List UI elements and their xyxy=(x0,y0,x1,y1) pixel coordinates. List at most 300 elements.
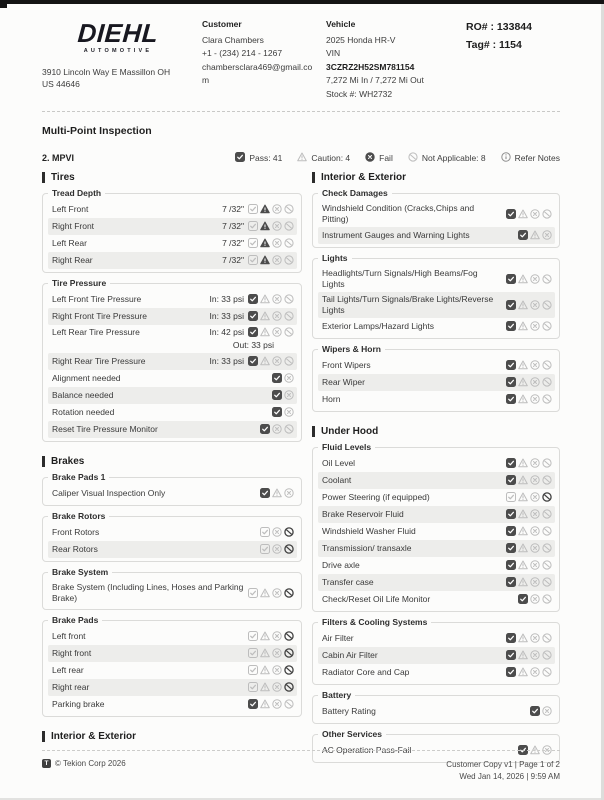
fail-icon xyxy=(530,492,540,502)
row-label: Check/Reset Oil Life Monitor xyxy=(322,593,431,604)
na-icon xyxy=(284,204,294,214)
pass-icon xyxy=(506,633,516,643)
na-icon xyxy=(542,458,552,468)
fail-icon xyxy=(530,594,540,604)
info-icon xyxy=(501,152,511,164)
na-icon xyxy=(542,394,552,404)
inspection-row xyxy=(48,252,297,269)
fail-icon xyxy=(530,360,540,370)
inspection-row xyxy=(318,489,555,506)
fail-icon xyxy=(530,577,540,587)
row-status-icons xyxy=(248,221,294,231)
pass-icon xyxy=(272,407,282,417)
caution-icon xyxy=(260,221,270,231)
row-status-icons xyxy=(272,390,294,400)
row-status-icons xyxy=(506,492,552,502)
fail-icon xyxy=(530,509,540,519)
row-label: Left Rear Tire Pressure xyxy=(52,326,140,337)
pass-icon xyxy=(248,588,258,598)
row-label: Reset Tire Pressure Monitor xyxy=(52,423,158,434)
pass-icon xyxy=(248,648,258,658)
fail-icon xyxy=(542,706,552,716)
row-label: Left Front Tire Pressure xyxy=(52,293,142,304)
row-status-icons xyxy=(248,294,294,304)
fail-icon xyxy=(542,230,552,240)
legend-label: Not Applicable: 8 xyxy=(421,152,486,163)
row-label: Right front xyxy=(52,647,92,658)
na-icon xyxy=(542,543,552,553)
row-value: 7 /32" xyxy=(222,221,244,232)
na-icon xyxy=(284,544,294,554)
pass-icon xyxy=(248,294,258,304)
caution-icon xyxy=(518,492,528,502)
row-label: Alignment needed xyxy=(52,372,121,383)
na-icon xyxy=(542,274,552,284)
section-accent-bar xyxy=(312,172,315,183)
vehicle-section xyxy=(326,14,456,102)
pass-icon xyxy=(530,706,540,716)
row-status-icons xyxy=(506,394,552,404)
caution-icon xyxy=(272,488,282,498)
row-label: Right rear xyxy=(52,681,90,692)
row-status-icons xyxy=(248,238,294,248)
row-value: 7 /32" xyxy=(222,255,244,266)
scan-edge-artifact xyxy=(0,0,604,4)
inspection-row xyxy=(318,266,555,292)
legend-item xyxy=(501,152,560,164)
pass-icon xyxy=(506,360,516,370)
caution-icon xyxy=(518,377,528,387)
caution-icon xyxy=(530,230,540,240)
inspection-row xyxy=(318,357,555,374)
caution-icon xyxy=(518,543,528,553)
pass-icon xyxy=(506,526,516,536)
caution-icon xyxy=(260,356,270,366)
pass-icon xyxy=(506,458,516,468)
pass-icon xyxy=(248,631,258,641)
inspection-group xyxy=(42,566,302,610)
na-icon xyxy=(542,509,552,519)
fail-icon xyxy=(272,424,282,434)
fail-icon xyxy=(272,527,282,537)
copyright-text: © Tekion Corp 2026 xyxy=(55,759,126,768)
row-status-icons xyxy=(518,230,552,240)
inspection-row xyxy=(48,370,297,387)
row-secondary-value: Out: 33 psi xyxy=(232,339,274,350)
row-label: Right Front xyxy=(52,220,95,231)
group-title: Brake Rotors xyxy=(48,511,109,521)
caution-icon xyxy=(518,360,528,370)
row-status-icons xyxy=(506,458,552,468)
logo-subtitle: AUTOMOTIVE xyxy=(83,48,153,54)
pass-icon xyxy=(248,221,258,231)
pass-icon xyxy=(506,209,516,219)
inspection-row xyxy=(318,647,555,664)
inspection-group xyxy=(42,471,302,506)
row-label: Left Front xyxy=(52,203,89,214)
row-status-icons xyxy=(506,543,552,553)
caution-icon xyxy=(518,667,528,677)
na-icon xyxy=(284,238,294,248)
caution-icon xyxy=(518,650,528,660)
row-status-icons xyxy=(506,526,552,536)
inspection-row xyxy=(48,541,297,558)
na-icon xyxy=(542,209,552,219)
row-status-icons xyxy=(506,321,552,331)
address-line-2: US 44646 xyxy=(42,79,80,90)
group-rows xyxy=(318,630,555,681)
fail-icon xyxy=(530,650,540,660)
fail-icon xyxy=(272,327,282,337)
row-status-icons xyxy=(248,588,294,598)
group-title: Battery xyxy=(318,690,355,700)
row-status-icons xyxy=(506,560,552,570)
na-icon xyxy=(284,648,294,658)
tekion-logo-icon: T xyxy=(42,759,51,768)
row-status-icons xyxy=(260,544,294,554)
row-status-icons xyxy=(506,509,552,519)
inspection-row xyxy=(318,664,555,681)
inspection-row xyxy=(318,630,555,647)
inspection-group xyxy=(42,614,302,717)
row-status-icons xyxy=(248,204,294,214)
customer-email: chambersclara469@gmail.com xyxy=(202,61,313,86)
na-icon xyxy=(542,526,552,536)
inspection-row xyxy=(318,574,555,591)
na-icon xyxy=(542,475,552,485)
na-icon xyxy=(284,665,294,675)
ro-number: RO# : 133844 xyxy=(466,21,532,33)
row-status-icons xyxy=(248,631,294,641)
inspection-group xyxy=(312,343,560,412)
row-label: Tail Lights/Turn Signals/Brake Lights/Reverse Lights xyxy=(322,293,494,315)
pass-icon xyxy=(248,665,258,675)
caution-icon xyxy=(260,255,270,265)
row-value: 7 /32" xyxy=(222,238,244,249)
pass-icon xyxy=(260,488,270,498)
pass-icon xyxy=(506,321,516,331)
row-status-icons xyxy=(248,648,294,658)
inspection-row xyxy=(48,404,297,421)
row-status-icons xyxy=(506,209,552,219)
fail-icon xyxy=(530,458,540,468)
pass-icon xyxy=(506,577,516,587)
fail-icon xyxy=(272,699,282,709)
group-title: Lights xyxy=(318,253,352,263)
footer-copy-info: Customer Copy v1 | Page 1 of 2 xyxy=(446,760,560,769)
row-label: Battery Rating xyxy=(322,705,376,716)
mpvi-heading-row xyxy=(42,152,560,164)
inspection-row xyxy=(48,421,297,438)
fail-icon xyxy=(272,311,282,321)
group-rows xyxy=(318,201,555,244)
fail-icon xyxy=(530,394,540,404)
pass-icon xyxy=(248,311,258,321)
row-label: Cabin Air Filter xyxy=(322,649,378,660)
row-label: Rear Rotors xyxy=(52,543,98,554)
caution-icon xyxy=(260,588,270,598)
header-divider xyxy=(42,111,560,112)
group-rows xyxy=(318,266,555,335)
na-icon xyxy=(542,377,552,387)
group-rows xyxy=(48,524,297,558)
fail-icon xyxy=(530,543,540,553)
row-label: Drive axle xyxy=(322,559,360,570)
section-header xyxy=(312,426,560,437)
legend-item xyxy=(297,152,350,164)
inspection-group xyxy=(42,277,302,442)
vehicle-title: Vehicle xyxy=(326,19,356,29)
row-status-icons xyxy=(248,356,294,366)
row-label: Rear Wiper xyxy=(322,376,365,387)
group-rows xyxy=(48,291,297,438)
inspection-row xyxy=(318,318,555,335)
footer-left xyxy=(42,759,126,768)
row-value: 7 /32" xyxy=(222,204,244,215)
na-icon xyxy=(284,356,294,366)
inspection-row xyxy=(48,325,297,353)
caution-icon xyxy=(518,526,528,536)
inspection-row xyxy=(318,292,555,318)
fail-icon xyxy=(272,544,282,554)
caution-icon xyxy=(518,509,528,519)
na-icon xyxy=(542,577,552,587)
row-label: Right Rear xyxy=(52,254,93,265)
pass-icon xyxy=(506,377,516,387)
section xyxy=(312,172,560,412)
caution-icon xyxy=(260,682,270,692)
customer-section xyxy=(202,14,326,88)
row-status-icons xyxy=(506,274,552,284)
fail-icon xyxy=(284,407,294,417)
ro-section xyxy=(456,14,560,55)
section xyxy=(42,731,302,742)
pass-icon xyxy=(506,667,516,677)
pass-icon xyxy=(260,424,270,434)
row-status-icons xyxy=(506,633,552,643)
pass-icon xyxy=(506,394,516,404)
caution-icon xyxy=(518,577,528,587)
column-left xyxy=(42,172,302,742)
row-status-icons xyxy=(248,682,294,692)
row-status-icons xyxy=(506,667,552,677)
caution-icon xyxy=(260,699,270,709)
pass-icon xyxy=(235,152,245,164)
group-rows xyxy=(318,357,555,408)
row-label: Windshield Condition (Cracks,Chips and Pitting) xyxy=(322,202,475,224)
inspection-row xyxy=(318,506,555,523)
page-title: Multi-Point Inspection xyxy=(42,124,152,137)
pass-icon xyxy=(506,560,516,570)
pass-icon xyxy=(248,327,258,337)
group-title: Check Damages xyxy=(318,188,392,198)
section-header xyxy=(42,456,302,467)
fail-icon xyxy=(272,631,282,641)
inspection-group xyxy=(312,252,560,339)
inspection-row xyxy=(318,201,555,227)
row-status-icons xyxy=(272,373,294,383)
row-value: In: 42 psi xyxy=(209,327,244,338)
inspection-row xyxy=(318,391,555,408)
row-value: In: 33 psi xyxy=(209,311,244,322)
section xyxy=(42,456,302,717)
fail-icon xyxy=(272,682,282,692)
legend-label: Caution: 4 xyxy=(311,152,351,163)
group-title: Brake Pads xyxy=(48,615,102,625)
group-title: Brake System xyxy=(48,567,112,577)
row-status-icons xyxy=(248,255,294,265)
row-label: Transfer case xyxy=(322,576,374,587)
row-status-icons xyxy=(506,300,552,310)
vin-label: VIN xyxy=(326,48,341,59)
row-label: Power Steering (if equipped) xyxy=(322,491,430,502)
section-title: Tires xyxy=(51,171,75,183)
group-rows xyxy=(48,201,297,269)
row-label: Left front xyxy=(52,630,86,641)
dealership-logo xyxy=(64,20,172,54)
scan-corner-artifact xyxy=(0,0,7,8)
na-icon xyxy=(542,321,552,331)
na-icon xyxy=(284,588,294,598)
vehicle-model: 2025 Honda HR-V xyxy=(326,34,396,45)
fail-icon xyxy=(272,238,282,248)
fail-icon xyxy=(530,560,540,570)
inspection-group xyxy=(312,187,560,248)
group-title: Filters & Cooling Systems xyxy=(318,617,431,627)
row-value: In: 33 psi xyxy=(209,356,244,367)
inspection-row xyxy=(48,291,297,308)
row-label: Caliper Visual Inspection Only xyxy=(52,487,166,498)
row-label: Front Wipers xyxy=(322,359,371,370)
legend-label: Refer Notes xyxy=(514,152,560,163)
group-title: Tread Depth xyxy=(48,188,105,198)
row-status-icons xyxy=(248,311,294,321)
inspection-group xyxy=(42,187,302,273)
caution-icon xyxy=(518,633,528,643)
vehicle-mileage: 7,272 Mi In / 7,272 Mi Out xyxy=(326,75,424,86)
fail-icon xyxy=(272,588,282,598)
pass-icon xyxy=(248,204,258,214)
inspection-row xyxy=(48,235,297,252)
na-icon xyxy=(284,327,294,337)
na-icon xyxy=(284,699,294,709)
caution-icon xyxy=(518,394,528,404)
na-icon xyxy=(542,650,552,660)
tag-number: Tag# : 1154 xyxy=(466,39,522,52)
na-icon xyxy=(542,492,552,502)
group-title: Fluid Levels xyxy=(318,442,375,452)
section-accent-bar xyxy=(42,456,45,467)
row-label: Transmission/ transaxle xyxy=(322,542,412,553)
fail-icon xyxy=(272,648,282,658)
group-rows xyxy=(318,455,555,608)
fail-icon xyxy=(530,209,540,219)
caution-icon xyxy=(260,238,270,248)
row-label: Brake System (Including Lines, Hoses and Parking Brake) xyxy=(52,581,244,603)
caution-icon xyxy=(260,311,270,321)
na-icon xyxy=(542,360,552,370)
row-label: Instrument Gauges and Warning Lights xyxy=(322,229,470,240)
legend-label: Pass: 41 xyxy=(249,152,283,163)
caution-icon xyxy=(260,327,270,337)
row-status-icons xyxy=(260,424,294,434)
group-rows xyxy=(48,628,297,713)
inspection-row xyxy=(318,374,555,391)
row-label: Parking brake xyxy=(52,698,105,709)
na-icon xyxy=(284,424,294,434)
pass-icon xyxy=(248,255,258,265)
caution-icon xyxy=(260,294,270,304)
na-icon xyxy=(542,633,552,643)
row-label: Exterior Lamps/Hazard Lights xyxy=(322,320,434,331)
pass-icon xyxy=(260,527,270,537)
group-title: Tire Pressure xyxy=(48,278,110,288)
row-label: AC Operation Pass-Fail xyxy=(322,744,412,755)
row-status-icons xyxy=(506,577,552,587)
inspection-columns xyxy=(42,172,560,763)
caution-icon xyxy=(518,209,528,219)
row-status-icons xyxy=(530,706,552,716)
row-label: Right Rear Tire Pressure xyxy=(52,355,146,366)
row-label: Left Rear xyxy=(52,237,87,248)
na-icon xyxy=(542,300,552,310)
pass-icon xyxy=(506,543,516,553)
pass-icon xyxy=(506,650,516,660)
inspection-row xyxy=(48,679,297,696)
na-icon xyxy=(284,311,294,321)
vin-value: 3CZRZ2H52SM781154 xyxy=(326,61,415,72)
caution-icon xyxy=(260,648,270,658)
legend-item xyxy=(235,152,282,164)
fail-icon xyxy=(272,255,282,265)
legend-item xyxy=(365,152,393,164)
inspection-row xyxy=(48,387,297,404)
legend-item xyxy=(408,152,486,164)
pass-icon xyxy=(260,544,270,554)
footer-right xyxy=(446,759,560,783)
row-status-icons xyxy=(506,377,552,387)
caution-icon xyxy=(518,458,528,468)
inspection-group xyxy=(42,510,302,562)
section-accent-bar xyxy=(42,172,45,183)
row-label: Right Front Tire Pressure xyxy=(52,310,147,321)
caution-icon xyxy=(260,631,270,641)
group-rows xyxy=(48,580,297,606)
caution-icon xyxy=(297,152,307,164)
caution-icon xyxy=(260,204,270,214)
row-label: Oil Level xyxy=(322,457,356,468)
pass-icon xyxy=(248,238,258,248)
section-title: Brakes xyxy=(51,455,85,467)
row-label: Rotation needed xyxy=(52,406,115,417)
address-line-1: 3910 Lincoln Way E Massillon OH xyxy=(42,67,171,77)
row-status-icons xyxy=(506,650,552,660)
fail-icon xyxy=(530,475,540,485)
na-icon xyxy=(542,560,552,570)
vehicle-stock: Stock #: WH2732 xyxy=(326,88,393,99)
fail-icon xyxy=(272,665,282,675)
fail-icon xyxy=(530,377,540,387)
pass-icon xyxy=(248,356,258,366)
inspection-row xyxy=(318,557,555,574)
na-icon xyxy=(284,294,294,304)
inspection-row xyxy=(48,218,297,235)
pass-icon xyxy=(506,475,516,485)
fail-icon xyxy=(365,152,375,164)
pass-icon xyxy=(506,300,516,310)
inspection-row xyxy=(48,580,297,606)
group-rows xyxy=(48,485,297,502)
